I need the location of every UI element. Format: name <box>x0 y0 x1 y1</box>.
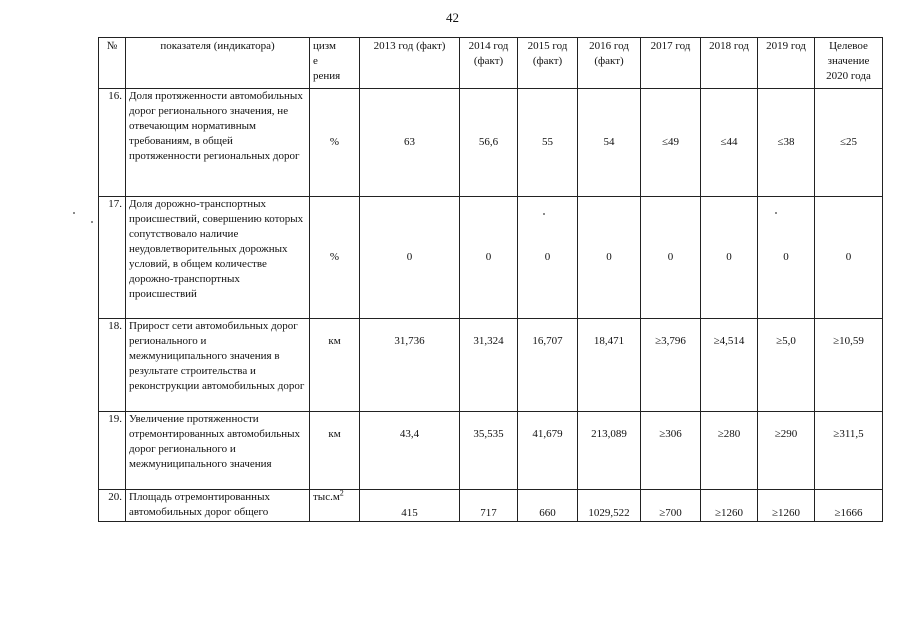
value-cell: 54 <box>578 89 641 197</box>
value-cell: 415 <box>360 490 460 522</box>
header-unit-line: цизм <box>313 40 336 52</box>
value-cell: 31,324 <box>460 319 518 412</box>
row-number: 19. <box>99 412 126 490</box>
header-target: Целевое значение 2020 года <box>815 38 883 89</box>
value-cell: ≥1260 <box>701 490 758 522</box>
header-year: 2015 год (факт) <box>518 38 578 89</box>
unit-cell: км <box>310 412 360 490</box>
value-cell: 18,471 <box>578 319 641 412</box>
header-year: 2013 год (факт) <box>360 38 460 89</box>
value-cell: ≥4,514 <box>701 319 758 412</box>
page-number: 42 <box>446 10 459 25</box>
header-year: 2016 год (факт) <box>578 38 641 89</box>
table-row <box>99 412 883 490</box>
value-cell: 0 <box>641 197 701 319</box>
header-row <box>99 38 883 89</box>
scan-speck <box>73 212 75 214</box>
value-cell: 31,736 <box>360 319 460 412</box>
value-cell: 56,6 <box>460 89 518 197</box>
header-year: 2014 год (факт) <box>460 38 518 89</box>
table-row <box>99 490 883 522</box>
value-cell: 0 <box>701 197 758 319</box>
value-cell: ≤49 <box>641 89 701 197</box>
value-cell: 0 <box>758 197 815 319</box>
table-row <box>99 197 883 319</box>
value-cell: 0 <box>578 197 641 319</box>
indicators-table <box>98 37 883 522</box>
header-year: 2019 год <box>758 38 815 89</box>
indicator-name: Площадь отремонтированных автомобильных дорог общего <box>126 490 310 522</box>
unit-cell: км <box>310 319 360 412</box>
value-cell: 35,535 <box>460 412 518 490</box>
indicator-name: Увеличение протяженности отремонтированных автомобильных дорог регионального и межмуниципального значения <box>126 412 310 490</box>
value-cell: 0 <box>518 197 578 319</box>
indicator-name: Доля протяженности автомобильных дорог регионального значения, не отвечающим нормативным требованиям, в общей протяженности региональных дорог <box>126 89 310 197</box>
value-cell: ≥1666 <box>815 490 883 522</box>
value-cell: 55 <box>518 89 578 197</box>
value-cell: ≥5,0 <box>758 319 815 412</box>
header-indicator: показателя (индикатора) <box>126 38 310 89</box>
value-cell: 213,089 <box>578 412 641 490</box>
value-cell: ≤38 <box>758 89 815 197</box>
value-cell: ≤25 <box>815 89 883 197</box>
scan-speck <box>543 213 545 215</box>
value-cell: ≥290 <box>758 412 815 490</box>
value-cell: 0 <box>360 197 460 319</box>
value-cell: 0 <box>815 197 883 319</box>
value-cell: 63 <box>360 89 460 197</box>
header-unit-line: рения <box>313 70 341 82</box>
value-cell: ≥3,796 <box>641 319 701 412</box>
header-unit <box>310 38 360 89</box>
value-cell: ≥311,5 <box>815 412 883 490</box>
row-number: 20. <box>99 490 126 522</box>
value-cell: ≥1260 <box>758 490 815 522</box>
value-cell: 1029,522 <box>578 490 641 522</box>
header-year: 2017 год <box>641 38 701 89</box>
indicator-name: Доля дорожно-транспортных происшествий, совершению которых сопутствовало наличие неудовлетворительных дорожных условий, в общем количестве дорожно-транспортных происшествий <box>126 197 310 319</box>
value-cell: 717 <box>460 490 518 522</box>
value-cell: ≤44 <box>701 89 758 197</box>
value-cell: 41,679 <box>518 412 578 490</box>
value-cell: ≥700 <box>641 490 701 522</box>
table-row <box>99 89 883 197</box>
unit-cell: % <box>310 197 360 319</box>
header-year: 2018 год <box>701 38 758 89</box>
scan-speck <box>91 221 93 223</box>
row-number: 17. <box>99 197 126 319</box>
scan-speck <box>775 212 777 214</box>
header-unit-line: е <box>313 55 318 67</box>
unit-superscript: 2 <box>339 488 344 498</box>
row-number: 18. <box>99 319 126 412</box>
value-cell: 0 <box>460 197 518 319</box>
value-cell: ≥280 <box>701 412 758 490</box>
table-row <box>99 319 883 412</box>
unit-cell <box>310 490 360 522</box>
unit-text: тыс.м <box>313 491 340 503</box>
value-cell: 16,707 <box>518 319 578 412</box>
value-cell: 660 <box>518 490 578 522</box>
value-cell: ≥306 <box>641 412 701 490</box>
header-no: № <box>99 38 126 89</box>
row-number: 16. <box>99 89 126 197</box>
value-cell: ≥10,59 <box>815 319 883 412</box>
unit-cell: % <box>310 89 360 197</box>
indicator-name: Прирост сети автомобильных дорог регионального и межмуниципального значения в результате строительства и реконструкции автомобильных дорог <box>126 319 310 412</box>
value-cell: 43,4 <box>360 412 460 490</box>
